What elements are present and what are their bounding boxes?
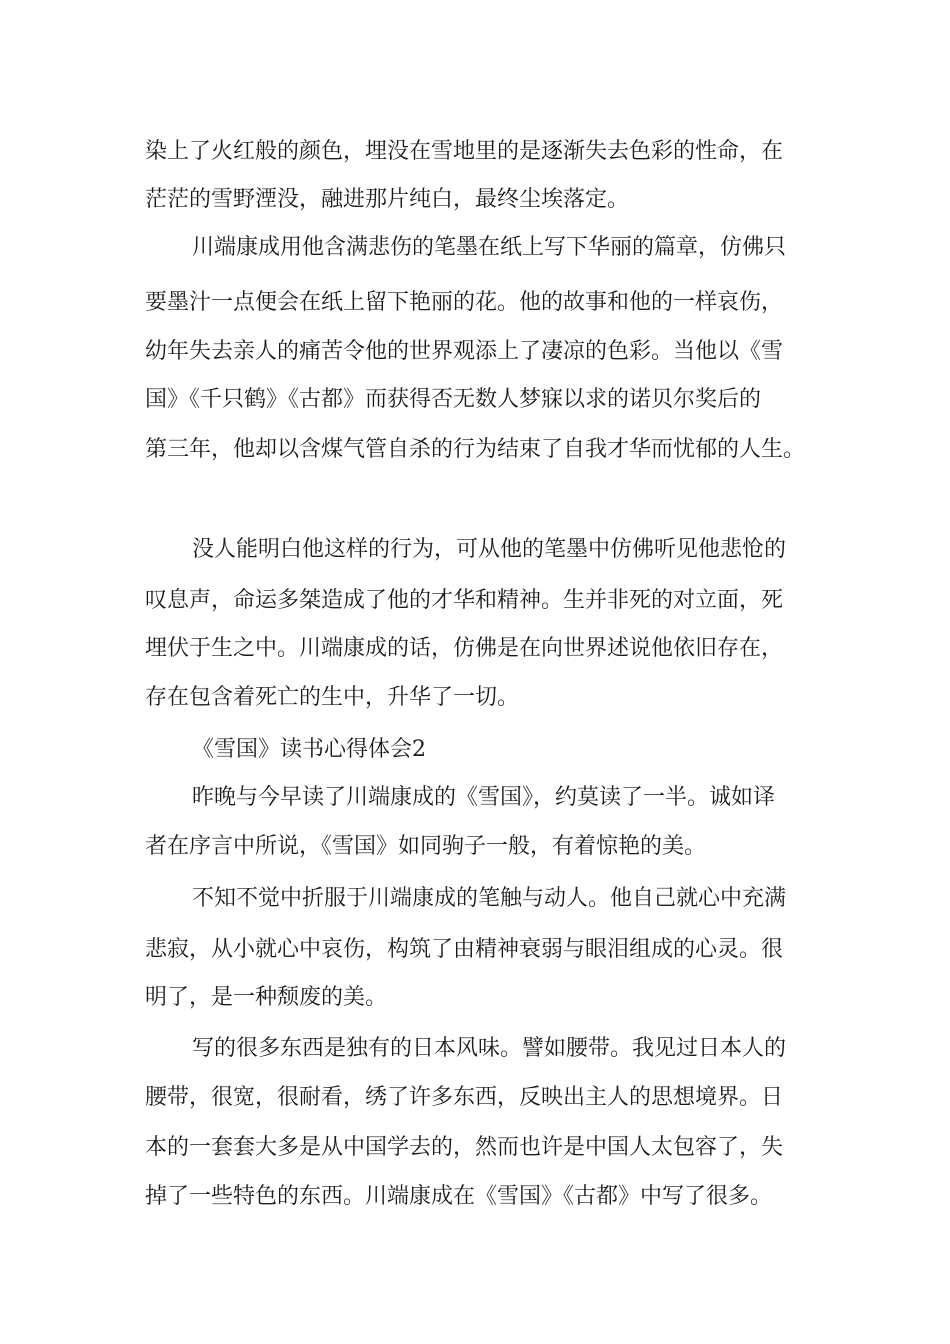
paragraph-1-line-2: 茫茫的雪野湮没，融进那片纯白，最终尘埃落定。 [145,187,630,212]
paragraph-6-line-4: 掉了一些特色的东西。川端康成在《雪国》《古都》中写了很多。 [145,1184,773,1209]
paragraph-5-line-3: 明了，是一种颓废的美。 [145,985,388,1010]
paragraph-2-line-1: 川端康成用他含满悲伤的笔墨在纸上写下华丽的篇章，仿佛只 [192,235,787,260]
paragraph-6-line-1: 写的很多东西是独有的日本风味。譬如腰带。我见过日本人的 [192,1036,787,1061]
paragraph-6-line-2: 腰带，很宽，很耐看，绣了许多东西，反映出主人的思想境界。日 [145,1085,784,1110]
section-heading: 《雪国》读书心得体会2 [192,737,426,762]
paragraph-3-line-2: 叹息声，命运多桀造成了他的才华和精神。生并非死的对立面，死 [145,588,784,613]
paragraph-6-line-3: 本的一套套大多是从中国学去的，然而也许是中国人太包容了，失 [145,1135,784,1160]
paragraph-3-line-4: 存在包含着死亡的生中，升华了一切。 [145,685,520,710]
paragraph-1-line-1: 染上了火红般的颜色，埋没在雪地里的是逐渐失去色彩的性命，在 [145,139,784,164]
paragraph-2-line-3: 幼年失去亲人的痛苦令他的世界观添上了凄凉的色彩。当他以《雪 [145,339,784,364]
paragraph-2-line-2: 要墨汁一点便会在纸上留下艳丽的花。他的故事和他的一样哀伤， [145,290,784,315]
paragraph-4-line-2: 者在序言中所说，《雪国》如同驹子一般，有着惊艳的美。 [145,834,707,859]
paragraph-5-line-2: 悲寂，从小就心中哀伤，构筑了由精神衰弱与眼泪组成的心灵。很 [145,937,784,962]
paragraph-5-line-1: 不知不觉中折服于川端康成的笔触与动人。他自己就心中充满 [192,886,787,911]
paragraph-4-line-1: 昨晚与今早读了川端康成的《雪国》，约莫读了一半。诚如译 [192,785,776,810]
paragraph-2-line-5: 第三年，他却以含煤气管自杀的行为结束了自我才华而忧郁的人生。 [145,437,806,462]
paragraph-3-line-3: 埋伏于生之中。川端康成的话，仿佛是在向世界述说他依旧存在， [145,636,784,661]
paragraph-2-line-4: 国》《千只鹤》《古都》而获得否无数人梦寐以求的诺贝尔奖后的 [145,387,762,412]
paragraph-3-line-1: 没人能明白他这样的行为，可从他的笔墨中仿佛听见他悲怆的 [192,537,787,562]
